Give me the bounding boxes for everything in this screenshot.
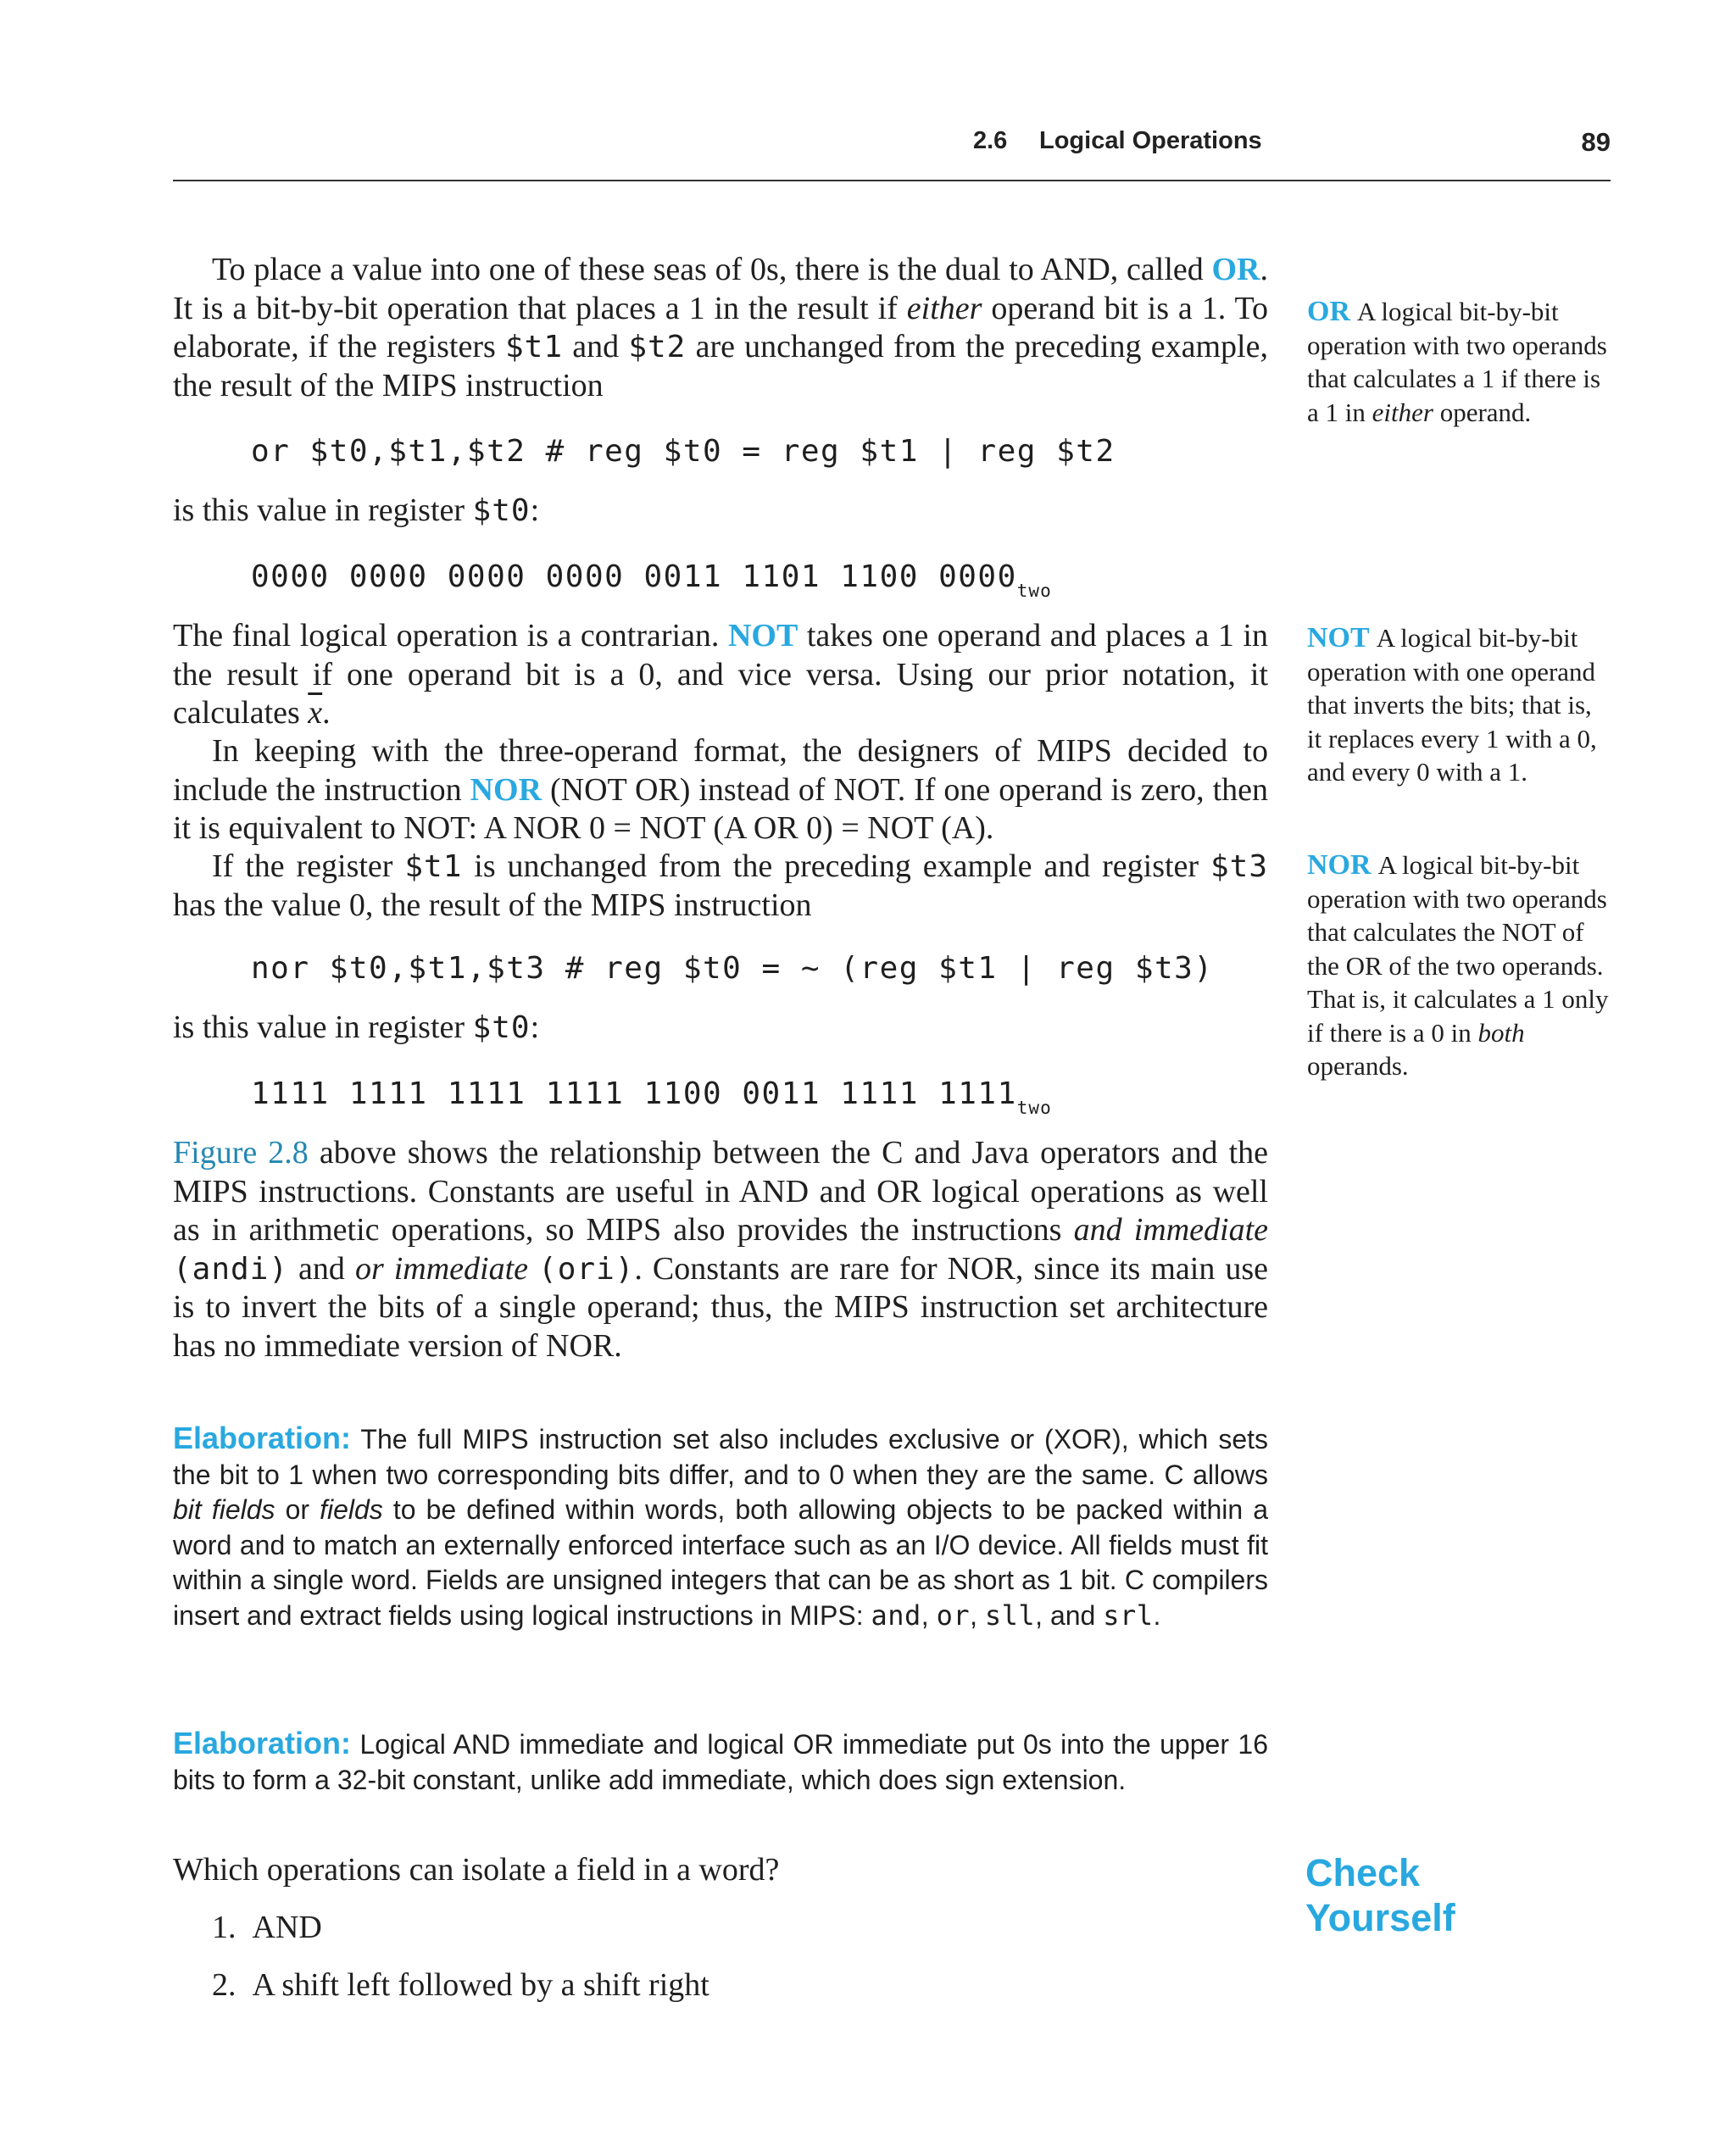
text: . xyxy=(1153,1599,1161,1631)
paragraph-or xyxy=(173,251,1268,405)
elaboration-2 xyxy=(173,1726,1268,1798)
glossary-term: NOT xyxy=(1307,622,1370,653)
binary-bits: 0000 0000 0000 0000 0011 1101 1100 0000 xyxy=(251,559,1017,594)
text: To place a value into one of these seas of 0s, there is the dual to AND, called xyxy=(212,252,1212,287)
text: , xyxy=(970,1599,985,1631)
binary-value-1 xyxy=(251,559,1052,601)
inline-code: srl xyxy=(1103,1599,1154,1632)
text: to be defined within words, both allowing objects to be packed within a word and to match an externally enforced interface such as an I/O device. All fields must fit within a single word. Fields are unsigned integers that can be as short as 1 bit. C compilers insert and extract fields using logical instructions in MIPS: xyxy=(173,1494,1269,1631)
figure-link[interactable]: Figure 2.8 xyxy=(173,1135,309,1171)
text: and xyxy=(563,329,629,364)
text: has the value 0, the result of the MIPS instruction xyxy=(173,887,812,923)
text: Logical AND immediate and logical OR immediate put 0s into the upper 16 bits to form a 32-bit constant, unlike add immediate, which does sign extension. xyxy=(173,1729,1268,1795)
inline-code: and xyxy=(871,1599,921,1632)
page-number: 89 xyxy=(1581,127,1611,157)
glossary-definition: A logical bit-by-bit operation with two operands that calculates a 1 if there is a 1 in xyxy=(1307,297,1607,427)
code-nor-instruction: nor $t0,$t1,$t3 # reg $t0 = ~ (reg $t1 | reg $t3) xyxy=(251,951,1214,986)
text: : xyxy=(530,1009,540,1045)
text: is this value in register xyxy=(173,492,473,528)
code-or-instruction: or $t0,$t1,$t2 # reg $t0 = reg $t1 | reg $t2 xyxy=(251,434,1116,469)
text: or xyxy=(275,1494,320,1525)
text: are unchanged from the preceding example, the result of the MIPS instruction xyxy=(173,329,1268,403)
emphasis: both xyxy=(1477,1017,1525,1048)
text: If the register xyxy=(212,848,405,884)
paragraph-result-1 xyxy=(173,492,1268,531)
binary-value-2 xyxy=(251,1076,1052,1118)
text: is this value in register xyxy=(173,1009,473,1045)
text: . Constants are rare for NOR, since its main use is to invert the bits of a single operand; thus, the MIPS instruction set architecture has no immediate version of NOR. xyxy=(173,1250,1268,1364)
inline-code: sll xyxy=(984,1599,1036,1632)
emphasis: either xyxy=(1372,397,1433,427)
header-rule xyxy=(173,180,1611,181)
paragraph-register xyxy=(173,848,1268,925)
text: operand. xyxy=(1433,397,1532,427)
text: (NOT OR) instead of NOT. If one operand is zero, then it is equivalent to NOT: A NOR 0 = NOT (A OR 0) = NOT (A). xyxy=(173,771,1269,846)
text: is unchanged from the preceding example and register xyxy=(462,848,1210,884)
glossary-term: NOR xyxy=(1307,849,1372,881)
text: above shows the relationship between the C and Java operators and the MIPS instructions. Constants are useful in AND and OR logical operations as well as in arithmetic operations, so MIPS also provides the instructions xyxy=(173,1135,1268,1248)
text: takes one operand and places a 1 in the result if one operand bit is a 0, and vice versa. Using our prior notation, it calculates xyxy=(173,618,1268,731)
section-number: 2.6 xyxy=(973,127,1008,154)
inline-code: $t0 xyxy=(472,493,531,528)
text: operands. xyxy=(1307,1051,1409,1081)
paragraph-not xyxy=(173,617,1268,733)
text: , xyxy=(921,1599,937,1631)
inline-code: $t1 xyxy=(404,849,463,884)
item-number: 1. xyxy=(212,1910,236,1945)
glossary-or xyxy=(1307,295,1612,429)
text: . xyxy=(322,695,331,731)
text: The full MIPS instruction set also includes exclusive or (XOR), which sets the bit to 1 when two corresponding bits differ, and to 0 when they are the same. C allows xyxy=(173,1424,1268,1490)
list-item xyxy=(212,1966,709,2005)
text: : xyxy=(530,492,540,528)
paragraph-figure-reference xyxy=(173,1134,1268,1365)
emphasis: bit fields xyxy=(173,1494,275,1525)
inline-code: $t2 xyxy=(628,330,687,364)
section-title: Logical Operations xyxy=(1039,127,1262,154)
base-subscript: two xyxy=(1016,1098,1052,1118)
item-text: AND xyxy=(252,1910,322,1945)
paragraph-result-2 xyxy=(173,1009,1268,1048)
glossary-not xyxy=(1307,621,1612,789)
overline-variable: $\overline{x}$ xyxy=(308,695,323,731)
glossary-term: OR xyxy=(1307,296,1350,327)
emphasis: and immediate xyxy=(1073,1212,1268,1248)
base-subscript: two xyxy=(1016,581,1052,601)
text: . It is a bit-by-bit operation that places a 1 in the result if xyxy=(173,252,1268,326)
emphasis: either xyxy=(906,290,982,326)
text: The final logical operation is a contrarian. xyxy=(173,618,728,653)
binary-bits: 1111 1111 1111 1111 1100 0011 1111 1111 xyxy=(251,1076,1017,1111)
list-item xyxy=(212,1909,322,1947)
inline-code: or xyxy=(936,1599,971,1632)
glossary-definition: A logical bit-by-bit operation with one operand that inverts the bits; that is, it replaces every 1 with a 0, and every 0 with a 1. xyxy=(1307,623,1597,787)
text: , and xyxy=(1035,1599,1104,1631)
inline-code: $t3 xyxy=(1210,849,1268,884)
elaboration-heading: Elaboration: xyxy=(173,1726,352,1760)
text: and xyxy=(288,1250,355,1287)
keyword-not: NOT xyxy=(727,618,798,653)
keyword-or: OR xyxy=(1211,252,1260,287)
glossary-nor xyxy=(1307,848,1612,1083)
yourself-line: Yourself xyxy=(1305,1896,1455,1939)
check-line: Check xyxy=(1305,1851,1421,1894)
inline-code: $t0 xyxy=(472,1010,531,1045)
item-text: A shift left followed by a shift right xyxy=(252,1967,709,2003)
item-number: 2. xyxy=(212,1967,236,2003)
paragraph-nor xyxy=(173,732,1268,848)
check-yourself-heading xyxy=(1305,1850,1455,1940)
running-header xyxy=(0,127,1611,161)
emphasis: fields xyxy=(320,1494,383,1525)
emphasis: or immediate xyxy=(354,1250,529,1287)
inline-code: $t1 xyxy=(504,330,564,364)
inline-code: (ori) xyxy=(538,1251,635,1287)
inline-code: (andi) xyxy=(173,1251,289,1287)
text: In keeping with the three-operand format, the designers of MIPS decided to include the instruction xyxy=(173,733,1268,808)
glossary-definition: A logical bit-by-bit operation with two operands that calculates the NOT of the OR of the two operands. That is, it calculates a 1 only if there is a 0 in xyxy=(1307,850,1609,1048)
elaboration-heading: Elaboration: xyxy=(173,1421,352,1455)
text xyxy=(528,1251,538,1287)
text: operand bit is a 1. To elaborate, if the registers xyxy=(173,290,1268,364)
elaboration-1 xyxy=(173,1421,1268,1633)
question-prompt: Which operations can isolate a field in a word? xyxy=(173,1852,780,1888)
keyword-nor: NOR xyxy=(470,771,542,808)
